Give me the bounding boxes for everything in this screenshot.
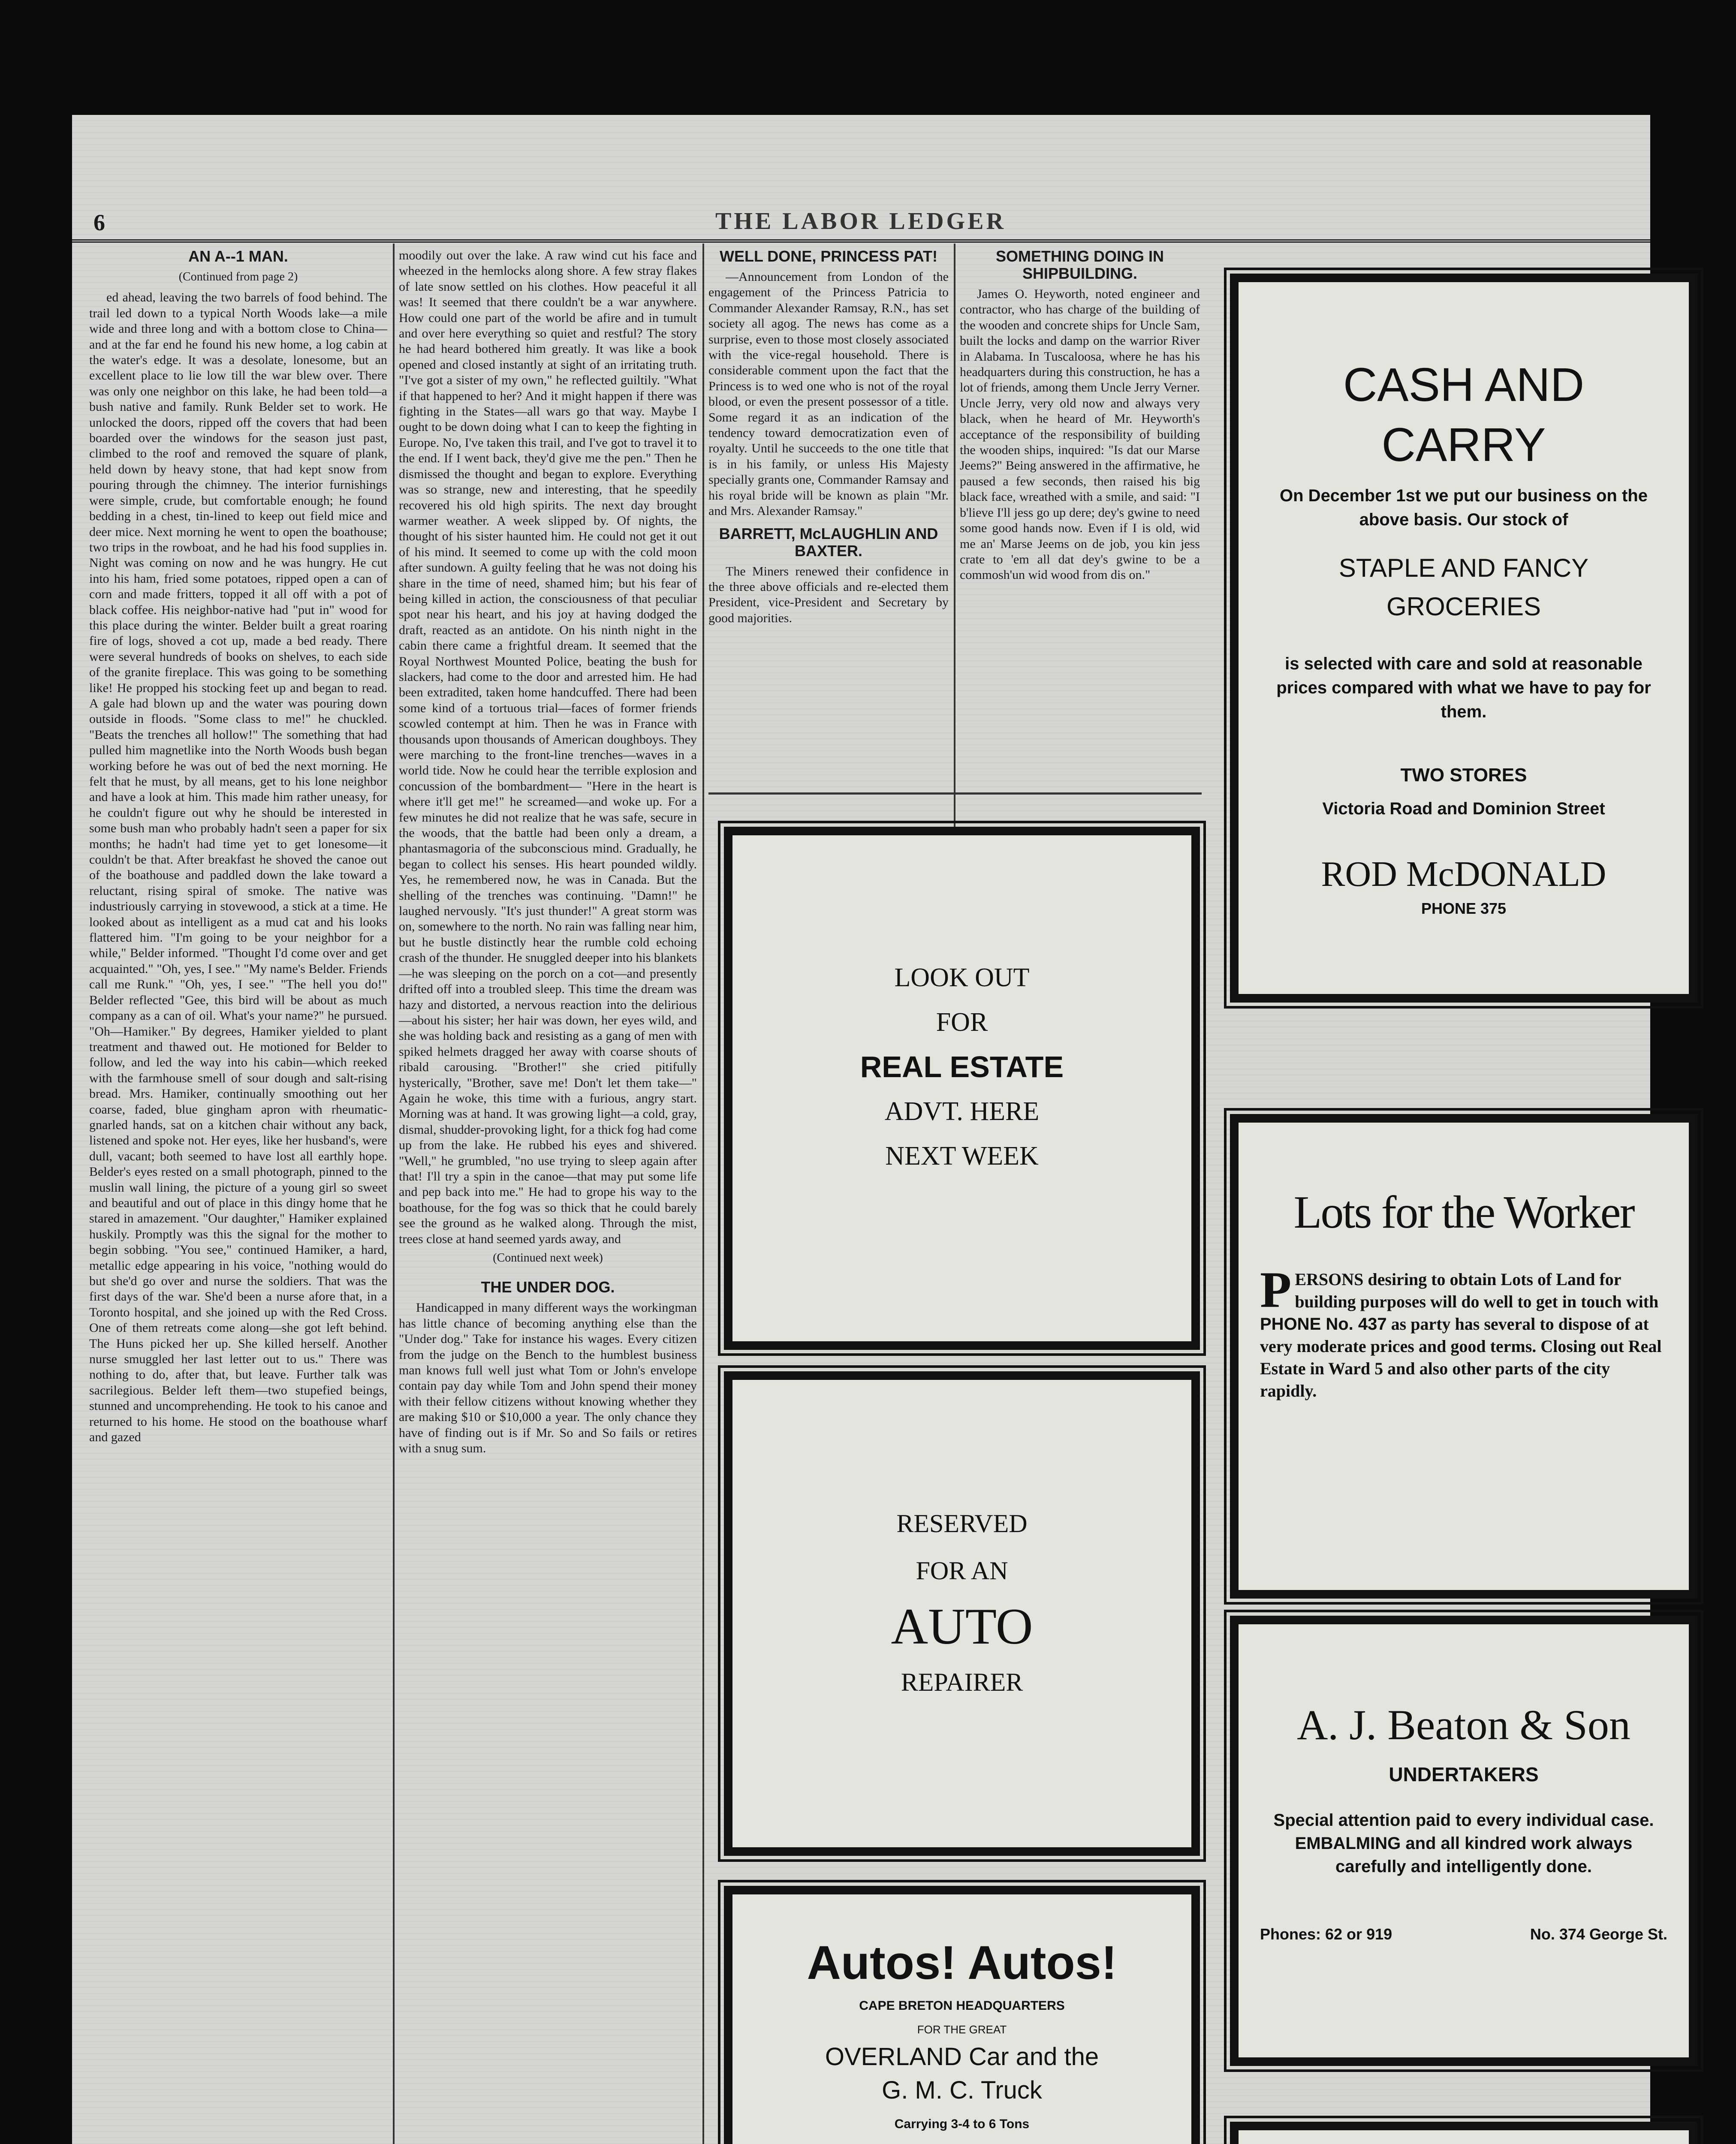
drop-cap: P	[1260, 1261, 1292, 1318]
article-heading-princess-pat: WELL DONE, PRINCESS PAT!	[719, 247, 938, 265]
article-body: ed ahead, leaving the two barrels of food behind. The trail led down to a typical North Woods lake—a mile wide and three long and with a bottom close to China—and at the far end he found his new home, a log cabin at the water's edge. It was a desolate, lonesome, but an excellent place to lie low till the war blew over. There was only one neighbor on this lake, he had been told—a bush native and family. Runk Belder set to work. He unlocked the doors, ripped off the covers that had been boarded over the windows for the season just past, climbed to the roof and removed the square of plank, held down by heavy stone, that had kept snow from pouring through the chimney. The interior furnishings were simple, crude, but comfortable enough; he found bedding in a chest, tin-lined to keep out field mice and deer mice. Next morning he went to open the boathouse; two trips in the rowboat, and he had his food supplies in. Night was coming on now and he was hungry. He cut into his ham, fried some potatoes, ripped open a can of corn and made fritters, topped it all off with a pot of black coffee. His neighbor-native had "put in" wood for this place during the winter. Belder built a great roaring fire of logs, shoved a cot up, made a bed ready. There were several hundreds of books on shelves, to each side of the granite fireplace. This was going to be something like! He propped his stocking feet up and began to read. A gale had blown up and the water was pouring down outside in floods. "Some class to me!" he chuckled. "Beats the trenches all hollow!" The something that had pulled him magnetlike into the North Woods bush began working before he was out of bed the next morning. He felt that he must, by all means, get to his lone neighbor and have a look at him. This made him rather uneasy, for he couldn't figure out why he should be interested in some bush man who probably hadn't seen a paper for six months; he hadn't had time yet to get lonesome—it couldn't be that. After breakfast he shoved the canoe out of the boathouse and paddled down the lake toward a reluctant, rising spiral of smoke. The native was industriously carrying in stovewood, a stick at a time. He looked about as intelligent as a mud cat and his looks flattered him. "I'm going to be your neighbor for a while," Belder informed. "Thought I'd come over and get acquainted." "Oh, yes, I see." "My name's Belder. Friends call me Runk." "Oh, yes, I see." "The hell you do!" Belder reflected "Gee, this bird will be about as much company as a can of oil. What's your name?" he pursued. "Oh—Hamiker." By degrees, Hamiker yielded to plant treatment and thawed out. He motioned for Belder to follow, and led the way into his cabin—which reeked with the farmhouse smell of sour dough and salt-rising bread. Mrs. Hamiker, continually smoothing out her coarse, faded, blue gingham apron with rheumatic-gnarled hands, sat on a kitchen chair without any back, listened and spoke not. Her eyes, like her husband's, were dull, vacant; both seemed to have lost all earthly hope. Belder's eyes rested on a small photograph, pinned to the muslin wall lining, the picture of a young girl so sweet and beautiful and out of place in this dingy home that he stared in amazement. "Our daughter," Hamiker explained huskily. Promptly was this the signal for the mother to begin sobbing. "You see," continued Hamiker, a hard, metallic edge appearing in his voice, "nothing would do but she'd go over and nurse the soldiers. That was the first days of the war. She'd been a nurse afore that, in a Toronto hospital, and she joined up with the Red Cross. One of them retreats come along—she got left behind. The Huns picked her up. She killed herself. Another nurse smuggled her last letter out to us." There was nothing to do, after that, but leave. Further talk was sacrilegious. Belder left them—two stupefied beings, stunned and uncomprehending. He took to his canoe and returned to his home. He stood on the boathouse wharf and gazed	[89, 290, 387, 1445]
ad-body: Special attention paid to every individual case.	[1273, 1811, 1654, 1830]
ad-headline: CASH AND CARRY	[1343, 358, 1585, 471]
ad-line-real-estate: REAL ESTATE	[860, 1050, 1064, 1084]
column-rule	[954, 244, 955, 895]
ad-headline: Autos! Autos!	[807, 1936, 1117, 1989]
column-1	[89, 248, 387, 2144]
ad-phone: Phones: 62 or 919	[1260, 1925, 1392, 1943]
ad-line: FOR	[936, 1008, 988, 1037]
ad-line: G. M. C. Truck	[882, 2076, 1042, 2104]
ad-line: LOOK OUT	[894, 963, 1030, 992]
ad-sub: UNDERTAKERS	[1389, 1763, 1539, 1786]
ad-reserved-auto-repairer	[724, 1371, 1200, 1856]
ad-line: NEXT WEEK	[885, 1141, 1039, 1171]
ad-name: ROD McDONALD	[1321, 854, 1606, 894]
ad-body: ERSONS desiring to obtain Lots of Land for building purposes will do well to get in touch with	[1295, 1270, 1659, 1311]
ad-line: FOR THE GREAT	[917, 2023, 1007, 2036]
column-rule	[702, 244, 704, 2144]
column-4	[960, 248, 1200, 891]
article-body: Handicapped in many different ways the workingman has little chance of becoming anything else than the "Under dog." Take for instance his wages. Every citizen from the judge on the Bench to the humblest business man knows full well just what Tom or John's envelope contain pay day while Tom and John spend their money with their fellow citizens without knowing whether they are making $10 or $10,000 a year. The only chance they have of finding out is if Mr. So and So fails or retires with a snug sum.	[399, 1301, 697, 1456]
section-rule	[708, 792, 1202, 795]
ad-phone: PHONE 375	[1421, 900, 1507, 917]
article-heading-under-dog: THE UNDER DOG.	[481, 1278, 615, 1296]
article-body: —Announcement from London of the engagement of the Princess Patricia to Commander Alexander Ramsay, R.N., has set society all agog. The news has come as a surprise, even to those most closely associated with the vice-regal household. There is considerable comment upon the fact that the Princess is to wed one who is not of the royal blood, or even the present possessor of a title. Some regard it as an indication of the tendency toward democratization even of royalty. Until he succeeds to the one title that is in his family, or unless His Majesty specially grants one, Commander Ramsay and his royal bride will be known as plain "Mr. and Mrs. Alexander Ramsay."	[708, 270, 949, 518]
ad-address: No. 374 George St.	[1530, 1925, 1667, 1943]
column-2	[399, 248, 697, 2144]
ad-stores: TWO STORES	[1400, 765, 1527, 786]
continued-note: (Continued next week)	[493, 1251, 603, 1265]
ad-headline: A. J. Beaton & Son	[1297, 1701, 1631, 1749]
article-body: The Miners renewed their confidence in the three above officials and re-elected them President, vice-President and Secretary by good majorities.	[708, 564, 949, 625]
article-body: James O. Heyworth, noted engineer and contractor, who has charge of the building of the wooden and concrete ships for Uncle Sam, built the locks and damp on the warrior River in Alabama. In Tuscaloosa, where he has his headquarters during this construction, he has a lot of friends, among them Uncle Jerry Verner. Uncle Jerry, very old now and always very black, when he heard of Mr. Heyworth's acceptance of the responsibility of building the wooden ships, inquired: "Is dat our Marse Jeems?" Being answered in the affirmative, he paused a few seconds, then raised his big black face, wreathed with a smile, and said: "I b'lieve I'll jess go up dere; dey's gwine to need some good hands now. Even if I is old, wid me an' Marse Jeems on de job, you kin jess crate to 'em all dat dey's gwine to be a commosh'un wid wood from dis on."	[960, 287, 1200, 582]
ad-body-embalming: EMBALMING	[1295, 1834, 1401, 1853]
ad-line: FOR AN	[916, 1557, 1008, 1585]
column-rule	[393, 244, 395, 2144]
ad-lots-for-worker	[1230, 1114, 1697, 1599]
ad-look-out-real-estate	[724, 827, 1200, 1350]
column-3	[708, 248, 949, 891]
ad-headline: Lots for the Worker	[1293, 1187, 1634, 1238]
newspaper-page	[72, 115, 1667, 2144]
ad-line-auto: AUTO	[891, 1598, 1033, 1655]
ad-autos	[724, 1886, 1200, 2144]
ad-cash-and-carry	[1230, 274, 1697, 1003]
article-heading-a1-man: AN A--1 MAN.	[188, 247, 288, 265]
article-heading-shipbuilding: SOMETHING DOING IN SHIPBUILDING.	[995, 247, 1164, 282]
ad-line: RESERVED	[896, 1509, 1028, 1538]
ad-line: OVERLAND Car and the	[825, 2043, 1099, 2071]
ad-sub: STAPLE AND FANCY GROCERIES	[1338, 554, 1589, 621]
ad-line: CAPE BRETON HEADQUARTERS	[859, 1999, 1065, 2013]
newspaper-title: THE LABOR LEDGER	[715, 208, 1006, 235]
article-heading-barrett: BARRETT, McLAUGHLIN AND BAXTER.	[719, 524, 938, 560]
ad-line: REPAIRER	[901, 1668, 1023, 1696]
article-body-continued: moodily out over the lake. A raw wind cut his face and wheezed in the hemlocks along shore. A few stray flakes of late snow settled on his clothes. How peaceful it all was! It seemed that there couldn't be a war anywhere. How could one part of the world be afire and in tumult and over here everything so quiet and restful? The story he had heard bothered him greatly. It was like a book opened and closed instantly at sight of an irritating truth. "I've got a sister of my own," he reflected guiltily. "What if that happened to her? And it might happen if there was fighting in the States—all wars go that way. Maybe I ought to be down doing what I can to keep the fighting in Europe. No, I've taken this trail, and I've got to travel it to the end. If I went back, they'd give me the pen." Then he dismissed the thought and began to explore. Everything was so strange, new and interesting, that he speedily recovered his old high spirits. The next day brought warmer weather. A week slipped by. Of nights, the thought of his sister haunted him. He could not get it out of his mind. It seemed to come up with the cold moon after sundown. A guilty feeling that he was not doing his share in the time of need, shamed him; but his fear of being killed in action, the consciousness of that peculiar spot near his heart, and his joy at having dodged the draft, reacted as an antidote. On his ninth night in the cabin there came a frightful dream. It seemed that the Royal Northwest Mounted Police, beating the bush for slackers, had come to the door and arrested him. He had been extradited, taken home handcuffed. There had been some kind of a tortuous trial—faces of former friends scowled contempt at him. Then he was in France with thousands upon thousands of American doughboys. They were marching to the front-line trenches—waves in a world tide. Now he could hear the terrible explosion and concussion of the bombardment— "Here in the heart is where it'll get me!" he screamed—and woke up. For a few minutes he did not realize that he was safe, secure in the woods, that the battle had been only a dream, a phantasmagoria of the subconscious mind. Gradually, he began to collect his senses. His heart pounded wildly. Yes, he remembered now, he was in Canada. But the shelling of the trenches was continuing. "Damn!" he laughed nervously. "It's just thunder!" A great storm was on, somewhere to the north. No rain was falling near him, but he bustle distinctly hear the rumble cold echoing crash of the thunder. He snuggled deeper into his blankets—he was sleeping on the porch on a cot—and presently drifted off into a troubled sleep. This time the dream was hazy and distorted, a nervous reaction into the delirious—about his sister; her hair was down, her eyes wild, and she was holding back and resisting as a gang of men with spiked helmets dragged her away with coarse shouts of ribald carousing. "Brother!" she cried pitifully hysterically, "Brother, save me! Don't let them take—" Again he woke, this time with a furious, angry start. Morning was at hand. It was growing light—a cold, gray, dismal, shudder-provoking light, for a thick fog had come up from the lake. He rubbed his eyes and shivered. "Well," he grumbled, "no use trying to sleep again after that! I'll try a spin in the canoe—that may put some life and pep back into me." He had to grope his way to the boathouse, for the fog was so thick that he could barely see the ground as he walked along. Through the mist, trees close at hand seemed yards away, and	[399, 248, 697, 1246]
ad-body: and all kindred work always carefully and intelligently done.	[1335, 1834, 1633, 1876]
ad-flour-and-feed	[1230, 2122, 1697, 2144]
ad-phone: PHONE No. 437	[1260, 1315, 1387, 1334]
masthead	[72, 201, 1650, 243]
page-number: 6	[93, 210, 105, 235]
ad-beaton-undertakers	[1230, 1616, 1697, 2066]
ad-line: ADVT. HERE	[884, 1097, 1040, 1126]
ad-body: is selected with care and sold at reasonable prices compared with what we have to pay for them.	[1276, 654, 1651, 721]
ad-body: On December 1st we put our business on the above basis. Our stock of	[1280, 486, 1648, 529]
ad-address: Victoria Road and Dominion Street	[1322, 799, 1605, 818]
ad-line: Carrying 3-4 to 6 Tons	[894, 2117, 1030, 2131]
article-subhead: (Continued from page 2)	[178, 270, 298, 283]
ad-body: as party has several to dispose of at very moderate prices and good terms. Closing out Real Estate in Ward 5 and also other parts of the city rapidly.	[1260, 1314, 1662, 1400]
